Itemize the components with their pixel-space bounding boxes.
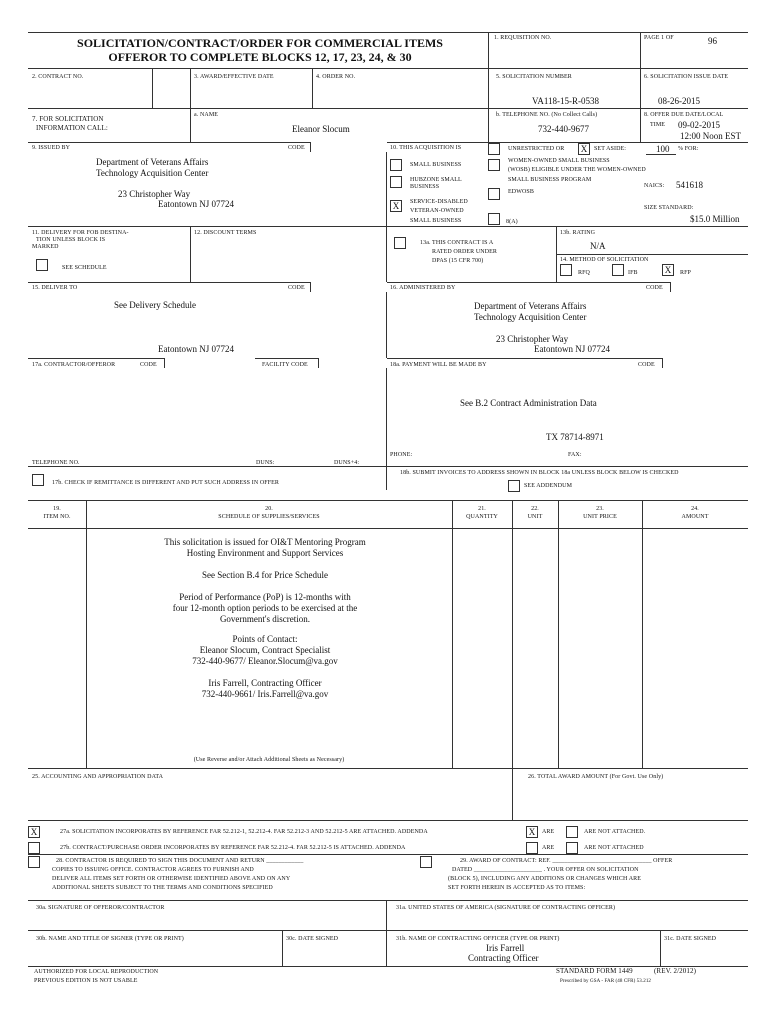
deliver-to-label: 15. DELIVER TO (32, 285, 78, 291)
block29-line3: (BLOCK 5), INCLUDING ANY ADDITIONS OR CHANGES WHICH ARE (448, 876, 641, 882)
deliver-to-city: Eatontown NJ 07724 (158, 344, 234, 354)
hubzone-checkbox[interactable] (390, 176, 402, 188)
col22-number: 22. (531, 506, 539, 512)
edwosb-label: EDWOSB (508, 189, 534, 195)
set-aside-checkbox[interactable]: X (578, 143, 590, 155)
footer-revision: (REV. 2/2012) (654, 967, 697, 975)
col23-number: 23. (596, 506, 604, 512)
schedule-line7: Points of Contact: (232, 634, 298, 644)
col-amount: AMOUNT (681, 514, 709, 520)
sdvosb-label-1: SERVICE-DISABLED (410, 199, 468, 205)
payment-code-label: CODE (638, 362, 655, 368)
schedule-line11: 732-440-9661/ Iris.Farrell@va.gov (201, 689, 329, 699)
footer-prescribed: Prescribed by GSA - FAR (48 CFR) 53.212 (560, 979, 652, 984)
administered-by-line3: 23 Christopher Way (496, 334, 569, 344)
col21-number: 21. (478, 506, 486, 512)
contact-name[interactable]: Eleanor Slocum (292, 124, 350, 134)
see-schedule-label: SEE SCHEDULE (62, 265, 107, 271)
col-item-no: ITEM NO. (43, 514, 71, 520)
see-schedule-checkbox[interactable] (36, 259, 48, 271)
set-aside-label: SET ASIDE: (594, 146, 627, 152)
schedule-line5: four 12-month option periods to be exercised at the (172, 603, 358, 613)
duns-label: DUNS: (256, 460, 275, 466)
sdvosb-label-3: SMALL BUSINESS (410, 218, 462, 224)
rated-order-label-3: DPAS (15 CFR 700) (432, 258, 484, 264)
addenda-are-label: ARE (542, 829, 555, 835)
duns4-label: DUNS+4: (334, 460, 360, 466)
solicitation-issue-date-label: 6. SOLICITATION ISSUE DATE (644, 74, 729, 80)
rated-order-label-1: 13a. THIS CONTRACT IS A (420, 240, 494, 246)
for-info-label-2: INFORMATION CALL: (36, 124, 108, 132)
order-no-label: 4. ORDER NO. (316, 74, 356, 80)
block29-line1: 29. AWARD OF CONTRACT: REF. ________________________________ OFFER (460, 858, 673, 864)
issued-by-line2: Technology Acquisition Center (96, 168, 209, 178)
page-total: 96 (708, 36, 717, 46)
issued-by-line3: 23 Christopher Way (118, 189, 191, 199)
schedule-line1: This solicitation is issued for OI&T Mentoring Program (164, 537, 366, 547)
size-standard-label: SIZE STANDARD: (644, 205, 694, 211)
block28-line3: DELIVER ALL ITEMS SET FORTH OR OTHERWISE IDENTIFIED ABOVE AND ON ANY (52, 876, 291, 882)
for-info-label-1: 7. FOR SOLICITATION (32, 115, 104, 123)
solicitation-number[interactable]: VA118-15-R-0538 (532, 96, 599, 106)
total-award-label: 26. TOTAL AWARD AMOUNT (For Govt. Use Only) (528, 774, 664, 780)
contractor-telephone-label: TELEPHONE NO. (32, 460, 80, 466)
eight-a-label: 8(A) (506, 219, 518, 225)
contact-name-label: a. NAME (194, 112, 219, 118)
addenda-are-not-checkbox[interactable] (566, 826, 578, 838)
rfp-label: RFP (680, 270, 691, 276)
telephone-label: b. TELEPHONE NO. (No Collect Calls) (496, 112, 598, 118)
contractor-label: 17a. CONTRACTOR/OFFEROR (32, 362, 116, 368)
delivery-fob-label-3: MARKED (32, 244, 59, 250)
ifb-checkbox[interactable] (612, 264, 624, 276)
naics-label: NAICS: (644, 183, 665, 189)
col-schedule: SCHEDULE OF SUPPLIES/SERVICES (218, 514, 320, 520)
administered-by-line1: Department of Veterans Affairs (474, 301, 587, 311)
schedule-line3: See Section B.4 for Price Schedule (202, 570, 328, 580)
page-label: PAGE 1 OF (644, 35, 674, 41)
contracting-officer-name-label: 31b. NAME OF CONTRACTING OFFICER (TYPE OR PRINT) (396, 936, 560, 942)
remittance-label: 17b. CHECK IF REMITTANCE IS DIFFERENT AND PUT SUCH ADDRESS IN OFFER (52, 480, 280, 486)
block29-line4: SET FORTH HEREIN IS ACCEPTED AS TO ITEMS: (448, 885, 586, 891)
schedule-line6: Government's discretion. (219, 614, 311, 624)
schedule-line8: Eleanor Slocum, Contract Specialist (199, 645, 331, 655)
issued-by-code-label: CODE (288, 145, 305, 151)
contractor-sign-checkbox[interactable] (28, 856, 40, 868)
footer-standard-form: STANDARD FORM 1449 (556, 967, 633, 975)
see-addendum-label: SEE ADDENDUM (524, 483, 573, 489)
eight-a-checkbox[interactable] (488, 213, 500, 225)
hubzone-label-2: BUSINESS (410, 184, 440, 190)
accounting-label: 25. ACCOUNTING AND APPROPRIATION DATA (32, 774, 164, 780)
delivery-fob-label-2: TION UNLESS BLOCK IS (36, 237, 106, 243)
rfq-label: RFQ (578, 270, 590, 276)
offer-due-date[interactable]: 09-02-2015 (678, 120, 720, 130)
acquisition-label: 10. THIS ACQUISITION IS (390, 145, 462, 151)
rated-order-label-2: RATED ORDER UNDER (432, 249, 498, 255)
contract-no-label: 2. CONTRACT NO. (32, 74, 84, 80)
offer-due-label: 8. OFFER DUE DATE/LOCAL (644, 112, 724, 118)
schedule-note: (Use Reverse and/or Attach Additional Sheets as Necessary) (193, 757, 345, 763)
rating-label: 13b. RATING (560, 230, 596, 236)
rating-value[interactable]: N/A (590, 241, 606, 251)
telephone-value[interactable]: 732-440-9677 (538, 124, 589, 134)
method-label: 14. METHOD OF SOLICITATION (560, 257, 649, 263)
wosb-label-3: SMALL BUSINESS PROGRAM (508, 177, 592, 183)
administered-by-label: 16. ADMINISTERED BY (390, 285, 456, 291)
footer-authorized: AUTHORIZED FOR LOCAL REPRODUCTION (34, 969, 159, 975)
clause-27a-checkbox[interactable]: X (28, 826, 40, 838)
delivery-fob-label-1: 11. DELIVERY FOR FOB DESTINA- (32, 230, 129, 236)
payment-city: TX 78714-8971 (546, 432, 604, 442)
addenda-are-not-label: ARE NOT ATTACHED. (584, 829, 646, 835)
schedule-line2: Hosting Environment and Support Services (186, 548, 344, 558)
rated-order-checkbox[interactable] (394, 237, 406, 249)
payment-value: See B.2 Contract Administration Data (460, 398, 597, 408)
wosb-label-2: (WOSB) ELIGIBLE UNDER THE WOMEN-OWNED (508, 167, 646, 173)
issued-by-line1: Department of Veterans Affairs (96, 157, 209, 167)
requisition-label: 1. REQUISITION NO. (494, 35, 552, 41)
addenda-are-checkbox[interactable]: X (526, 826, 538, 838)
small-business-checkbox[interactable] (390, 159, 402, 171)
offeror-signature-label: 30a. SIGNATURE OF OFFEROR/CONTRACTOR (36, 905, 165, 911)
addenda-b-are-checkbox[interactable] (526, 842, 538, 854)
small-business-label: SMALL BUSINESS (410, 162, 462, 168)
issued-by-line4: Eatontown NJ 07724 (158, 199, 234, 209)
remittance-checkbox[interactable] (32, 474, 44, 486)
administered-by-code-label: CODE (646, 285, 663, 291)
offeror-date-signed-label: 30c. DATE SIGNED (286, 936, 339, 942)
issued-by-label: 9. ISSUED BY (32, 145, 71, 151)
schedule-line9: 732-440-9677/ Eleanor.Slocum@va.gov (192, 656, 338, 666)
deliver-to-code-label: CODE (288, 285, 305, 291)
see-addendum-checkbox[interactable] (508, 480, 520, 492)
deliver-to-value: See Delivery Schedule (114, 300, 196, 310)
sdvosb-label-2: VETERAN-OWNED (410, 208, 464, 214)
administered-by-line2: Technology Acquisition Center (474, 312, 587, 322)
offer-due-time[interactable]: 12:00 Noon EST (680, 131, 742, 141)
addenda-b-are-not-checkbox[interactable] (566, 842, 578, 854)
award-date-label: 3. AWARD/EFFECTIVE DATE (194, 74, 274, 80)
solicitation-number-label: 5. SOLICITATION NUMBER (496, 74, 572, 80)
award-checkbox[interactable] (420, 856, 432, 868)
co-date-signed-label: 31c. DATE SIGNED (664, 936, 717, 942)
edwosb-checkbox[interactable] (488, 188, 500, 200)
form-title-line1: SOLICITATION/CONTRACT/ORDER FOR COMMERCIAL ITEMS (77, 36, 443, 50)
naics-value[interactable]: 541618 (676, 180, 703, 190)
discount-terms-label: 12. DISCOUNT TERMS (194, 230, 257, 236)
percent-for-label: % FOR: (678, 146, 699, 152)
facility-code-label: FACILITY CODE (262, 362, 308, 368)
block28-line4: ADDITIONAL SHEETS SUBJECT TO THE TERMS AND CONDITIONS SPECIFIED (52, 885, 273, 891)
sdvosb-checkbox[interactable]: X (390, 200, 402, 212)
set-aside-percent[interactable]: 100 (656, 144, 670, 154)
fax-label: FAX: (568, 452, 582, 458)
schedule-line4: Period of Performance (PoP) is 12-months with (179, 592, 351, 602)
block29-line2: DATED ______________________ . YOUR OFFER ON SOLICITATION (452, 867, 639, 873)
block28-line2: COPIES TO ISSUING OFFICE. CONTRACTOR AGREES TO FURNISH AND (52, 867, 254, 873)
offer-due-time-label: TIME (650, 122, 666, 128)
clause-27b-checkbox[interactable] (28, 842, 40, 854)
wosb-label-1: WOMEN-OWNED SMALL BUSINESS (508, 158, 610, 164)
col-unit-price: UNIT PRICE (583, 514, 617, 520)
ifb-label: IFB (628, 270, 638, 276)
col-quantity: QUANTITY (466, 514, 498, 520)
col-unit: UNIT (527, 514, 543, 520)
usa-signature-label: 31a. UNITED STATES OF AMERICA (SIGNATURE OF CONTRACTING OFFICER) (396, 905, 616, 911)
phone-label: PHONE: (390, 452, 413, 458)
col19-number: 19. (53, 506, 61, 512)
unrestricted-checkbox[interactable] (488, 143, 500, 155)
signer-name-label: 30b. NAME AND TITLE OF SIGNER (TYPE OR PRINT) (36, 936, 184, 942)
payment-label: 18a. PAYMENT WILL BE MADE BY (390, 362, 487, 368)
addenda-b-are-label: ARE (542, 845, 555, 851)
col20-number: 20. (265, 506, 273, 512)
addenda-b-are-not-label: ARE NOT ATTACHED (584, 845, 644, 851)
footer-previous-edition: PREVIOUS EDITION IS NOT USABLE (34, 978, 138, 984)
clause-27b-text: 27b. CONTRACT/PURCHASE ORDER INCORPORATES BY REFERENCE FAR 52.212-4. FAR 52.212-5 IS ATTACHED. ADDENDA (60, 845, 406, 851)
contractor-code-label: CODE (140, 362, 157, 368)
submit-invoices-label: 18b. SUBMIT INVOICES TO ADDRESS SHOWN IN BLOCK 18a UNLESS BLOCK BELOW IS CHECKED (400, 470, 679, 476)
form-title-line2: OFFEROR TO COMPLETE BLOCKS 12, 17, 23, 24, & 30 (108, 50, 412, 64)
schedule-line10: Iris Farrell, Contracting Officer (208, 678, 322, 688)
unrestricted-label: UNRESTRICTED OR (508, 146, 565, 152)
administered-by-line4: Eatontown NJ 07724 (534, 344, 610, 354)
col24-number: 24. (691, 506, 699, 512)
wosb-checkbox[interactable] (488, 159, 500, 171)
size-standard-value[interactable]: $15.0 Million (690, 214, 740, 224)
solicitation-issue-date[interactable]: 08-26-2015 (658, 96, 700, 106)
contracting-officer-name: Iris Farrell (486, 943, 525, 953)
block28-line1: 28. CONTRACTOR IS REQUIRED TO SIGN THIS DOCUMENT AND RETURN ____________ (56, 858, 304, 864)
contracting-officer-title: Contracting Officer (468, 953, 539, 963)
rfq-checkbox[interactable] (560, 264, 572, 276)
hubzone-label-1: HUBZONE SMALL (410, 177, 462, 183)
rfp-checkbox[interactable]: X (662, 264, 674, 276)
clause-27a-text: 27a. SOLICITATION INCORPORATES BY REFERENCE FAR 52.212-1, 52.212-4. FAR 52.212-3 AND 52.212-5 ARE ATTACHED. ADDENDA (60, 829, 428, 835)
